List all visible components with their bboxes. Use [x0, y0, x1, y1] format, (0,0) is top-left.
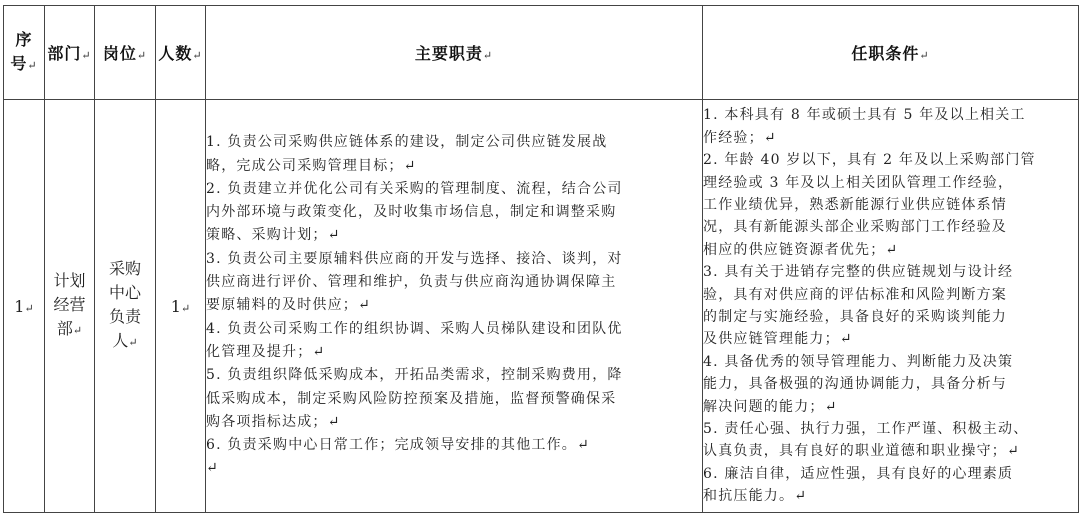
duty-line: 1. 负责公司采购供应链体系的建设，制定公司供应链发展战 [206, 134, 608, 151]
header-headcount [156, 6, 206, 100]
duty-line: 化管理及提升；↵ [206, 343, 326, 360]
department-cell [45, 100, 95, 513]
paragraph-mark: ↵ [180, 301, 191, 315]
position-value [108, 257, 142, 355]
paragraph-mark: ↵ [72, 324, 83, 337]
requirement-line: 6. 廉洁自律，适应性强，具有良好的心理素质 [703, 465, 1014, 482]
requirement-line: 相应的供应链资源者优先；↵ [703, 241, 899, 258]
header-seq-line2: 号 [10, 53, 28, 73]
duty-line: 略，完成公司采购管理目标；↵ [206, 157, 417, 174]
paragraph-mark: ↵ [24, 301, 34, 315]
duty-line: ↵ [206, 460, 219, 477]
requirement-line: 验，具有对供应商的评估标准和风险判断方案 [703, 286, 1007, 303]
duty-line: 3. 负责公司主要原辅料供应商的开发与选择、接洽、谈判，对 [206, 250, 623, 267]
header-seq-line1: 序 [15, 29, 33, 49]
requirement-line: 理经验或 3 年及以上相关团队管理工作经验， [703, 174, 1014, 191]
requirement-line: 5. 责任心强、执行力强，工作严谨、积极主动、 [703, 421, 1029, 438]
header-requirements [703, 6, 1079, 100]
requirement-line: 工作业绩优异，熟悉新能源行业供应链体系情 [703, 196, 1007, 213]
header-duties [206, 6, 703, 100]
header-department [45, 6, 95, 100]
paragraph-mark: ↵ [192, 49, 203, 62]
header-seq [4, 6, 45, 100]
paragraph-mark: ↵ [136, 49, 148, 62]
duties-list [206, 131, 702, 480]
duty-line: 2. 负责建立并优化公司有关采购的管理制度、流程，结合公司 [206, 180, 623, 197]
requirement-line: 能力，具备极强的沟通协调能力，具备分析与 [703, 376, 1007, 393]
department-text: 计划经营部 [53, 271, 86, 338]
requirement-line: 的制定与实施经验，具备良好的采购谈判能力 [703, 309, 1007, 325]
header-position [95, 6, 156, 100]
job-row [4, 100, 1079, 513]
requirement-line: 1. 本科具有 8 年或硕士具有 5 年及以上相关工 [703, 107, 1026, 124]
duties-cell [206, 100, 703, 513]
header-department-label: 部门 [47, 44, 82, 63]
duty-line: 4. 负责公司采购工作的组织协调、采购人员梯队建设和团队优 [206, 320, 623, 337]
duty-line: 6. 负责采购中心日常工作；完成领导安排的其他工作。↵ [206, 437, 590, 454]
header-row [4, 6, 1079, 100]
department-value [53, 269, 87, 343]
position-cell [95, 100, 156, 513]
seq-value: 1 [14, 296, 25, 316]
header-position-label: 岗位 [102, 44, 137, 63]
requirements-cell [703, 100, 1079, 513]
requirement-line: 和抗压能力。↵ [703, 488, 808, 505]
paragraph-mark: ↵ [128, 336, 138, 349]
job-posting-table [3, 5, 1079, 513]
paragraph-mark: ↵ [81, 49, 92, 62]
duty-line: 低采购成本，制定采购风险防控预案及措施，监督预警确保采 [206, 390, 617, 407]
requirement-line: 况，具有新能源头部企业采购部门工作经验及 [703, 219, 1007, 236]
position-text: 采购中心负责人 [108, 259, 141, 350]
header-requirements-label: 任职条件 [851, 44, 920, 63]
paragraph-mark: ↵ [919, 49, 930, 62]
duty-line: 要原辅料的及时供应；↵ [206, 297, 371, 314]
duty-line: 5. 负责组织降低采购成本，开拓品类需求，控制采购费用，降 [206, 367, 623, 384]
paragraph-mark: ↵ [482, 49, 494, 62]
header-headcount-label: 人数 [158, 44, 193, 63]
requirement-line: 3. 具有关于进销存完整的供应链规划与设计经 [703, 264, 1014, 281]
duty-line: 购各项指标达成；↵ [206, 413, 341, 430]
header-duties-label: 主要职责 [414, 44, 483, 63]
requirement-line: 4. 具备优秀的领导管理能力、判断能力及决策 [703, 353, 1014, 370]
seq-cell [4, 100, 45, 513]
requirement-line: 及供应链管理能力；↵ [703, 331, 853, 348]
paragraph-mark: ↵ [27, 58, 38, 72]
headcount-cell [156, 100, 206, 513]
requirement-line: 作经验；↵ [703, 129, 777, 146]
requirements-list [703, 104, 1078, 507]
requirement-line: 认真负责，具有良好的职业道德和职业操守；↵ [703, 443, 1020, 460]
duty-line: 内外部环境与政策变化，及时收集市场信息，制定和调整采购 [206, 204, 617, 221]
duty-line: 策略、采购计划；↵ [206, 227, 341, 244]
requirement-line: 2. 年龄 40 岁以下，具有 2 年及以上采购部门管 [703, 152, 1036, 169]
requirement-line: 解决问题的能力；↵ [703, 398, 838, 415]
headcount-value: 1 [170, 296, 181, 316]
duty-line: 供应商进行评价、管理和维护，负责与供应商沟通协调保障主 [206, 274, 617, 291]
